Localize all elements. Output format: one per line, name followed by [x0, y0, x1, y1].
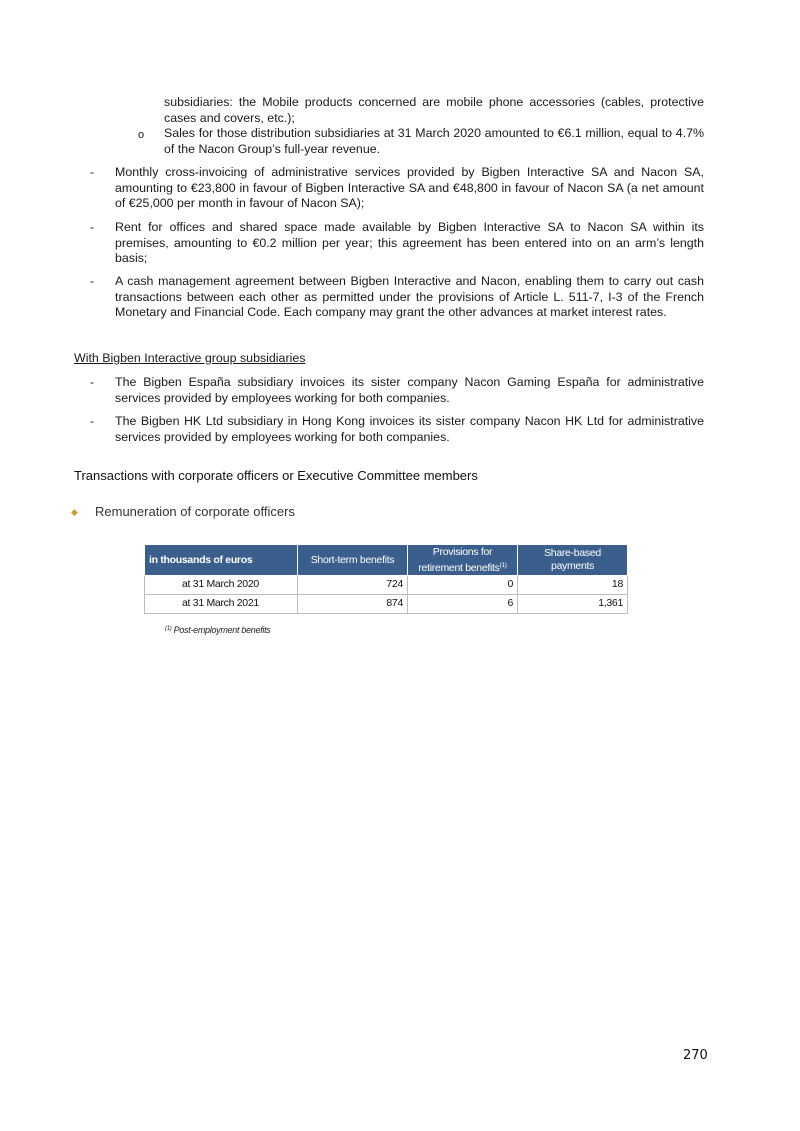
diamond-bullet-icon: ◆	[71, 507, 78, 517]
share-based-value: 1,361	[518, 595, 628, 614]
row-label: at 31 March 2020	[145, 576, 298, 595]
table-row	[145, 576, 628, 595]
provisions-value: 6	[408, 595, 518, 614]
footnote-text: Post-employment benefits	[173, 625, 271, 635]
footnote-mark: (1)	[165, 626, 172, 632]
share-based-header	[518, 545, 628, 576]
remuneration-subheading: Remuneration of corporate officers	[95, 504, 295, 519]
bigben-hk-paragraph: The Bigben HK Ltd subsidiary in Hong Kong invoices its sister company Nacon HK Ltd for administrative services provided by employees working for both companies.	[115, 414, 704, 444]
provisions-header	[408, 545, 518, 576]
provisions-header-line1: Provisions for	[432, 545, 493, 558]
short-term-header: Short-term benefits	[298, 545, 408, 576]
dash-marker: -	[90, 375, 95, 389]
short-term-value: 724	[298, 576, 408, 595]
share-based-value: 18	[518, 576, 628, 595]
table-footnote	[165, 622, 271, 639]
share-based-header-line2: payments	[550, 560, 595, 572]
sub-bullet-marker: o	[138, 129, 145, 141]
cash-management-paragraph: A cash management agreement between Bigben Interactive and Nacon, enabling them to carry out cash transactions between each other as permitted under the provisions of Article L. 511-7, I-3 of the French Monetary and Financial Code. Each company may grant the other advances at market interest rates.	[115, 274, 704, 319]
provisions-header-line2: retirement benefits	[418, 561, 500, 574]
provisions-value: 0	[408, 576, 518, 595]
officers-section-heading: Transactions with corporate officers or Executive Committee members	[74, 468, 478, 483]
page-number: 270	[683, 1048, 708, 1063]
bigben-espana-paragraph: The Bigben España subsidiary invoices its sister company Nacon Gaming España for administrative services provided by employees working for both companies.	[115, 375, 704, 405]
row-label: at 31 March 2021	[145, 595, 298, 614]
unit-header: in thousands of euros	[145, 545, 298, 576]
table-row	[145, 595, 628, 614]
cross-invoicing-paragraph: Monthly cross-invoicing of administrative services provided by Bigben Interactive SA and Nacon SA, amounting to €23,800 in favour of Bigben Interactive SA and €48,800 in favour of Nacon SA (a net amount of €25,000 per month in favour of Nacon SA);	[115, 165, 704, 210]
dash-marker: -	[90, 165, 95, 179]
short-term-value: 874	[298, 595, 408, 614]
sub-bullet-sales-text: Sales for those distribution subsidiaries at 31 March 2020 amounted to €6.1 million, equal to 4.7% of the Nacon Group’s full-year revenue.	[164, 126, 704, 156]
provisions-footnote-ref: (1)	[499, 561, 507, 569]
sub-bullet-continued-text: subsidiaries: the Mobile products concerned are mobile phone accessories (cables, protective cases and covers, etc.);	[164, 95, 704, 125]
share-based-header-line1: Share-based	[544, 547, 601, 559]
rent-paragraph: Rent for offices and shared space made available by Bigben Interactive SA to Nacon SA within its premises, amounting to €0.2 million per year; this agreement has been entered into on an arm’s length basis;	[115, 220, 704, 265]
dash-marker: -	[90, 414, 95, 428]
dash-marker: -	[90, 220, 95, 234]
dash-marker: -	[90, 274, 95, 288]
remuneration-table	[144, 544, 628, 614]
subsidiaries-heading: With Bigben Interactive group subsidiaries	[74, 351, 306, 365]
table-header-row	[145, 545, 628, 576]
